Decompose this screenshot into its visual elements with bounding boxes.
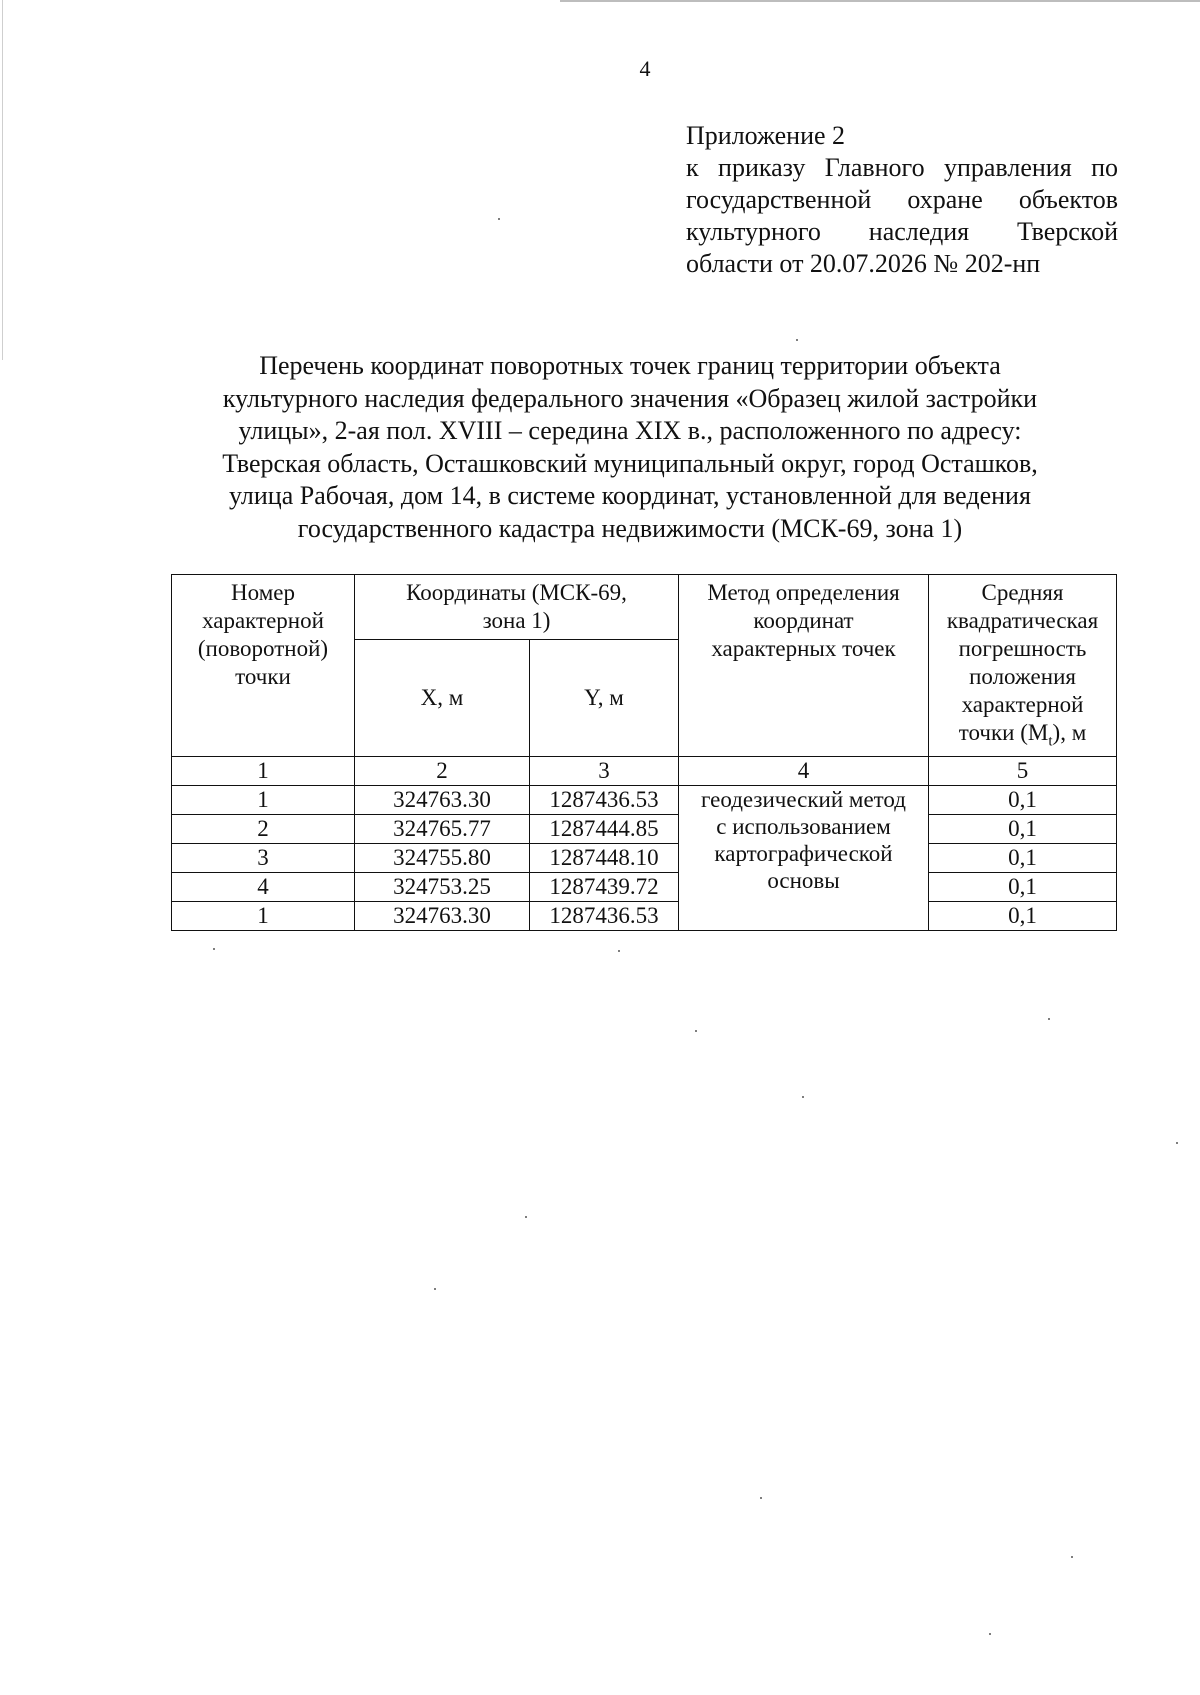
scan-speck (760, 1497, 762, 1499)
appendix-line: области от 20.07.2026 № 202-нп (686, 249, 1041, 278)
scan-speck (525, 1216, 527, 1218)
column-number: 1 (172, 756, 355, 785)
document-title (160, 350, 1100, 545)
scan-speck (1071, 1556, 1073, 1558)
header-error (929, 575, 1117, 757)
title-line: Перечень координат поворотных точек границ территории объекта (259, 351, 1001, 380)
coordinates-table (171, 574, 1117, 931)
title-line: улицы», 2-ая пол. XVIII – середина XIX в., расположенного по адресу: (238, 416, 1022, 445)
page-number: 4 (639, 56, 651, 81)
header-error-subscript: t (1048, 733, 1053, 750)
header-error-text: Средняя квадратическая погрешность положения характерной точки (M (946, 580, 1099, 745)
point-number-cell: 1 (172, 901, 355, 930)
table-row (172, 785, 1117, 814)
error-cell: 0,1 (929, 872, 1117, 901)
x-cell: 324763.30 (355, 901, 530, 930)
scan-speck (802, 1096, 804, 1098)
method-line: основы (767, 867, 840, 893)
method-line: картографической (714, 840, 893, 866)
header-x: X, м (355, 640, 530, 756)
column-number: 2 (355, 756, 530, 785)
method-cell (679, 785, 929, 930)
y-cell: 1287448.10 (530, 843, 679, 872)
y-cell: 1287436.53 (530, 785, 679, 814)
x-cell: 324755.80 (355, 843, 530, 872)
scan-speck (1048, 1018, 1050, 1020)
header-method: Метод определения координат характерных точек (679, 575, 929, 757)
appendix-line: к приказу Главного управления по (686, 153, 1118, 182)
header-point-number: Номер характерной (поворотной) точки (172, 575, 355, 757)
header-coordinates: Координаты (МСК-69, зона 1) (355, 575, 679, 640)
scan-speck (796, 339, 798, 341)
scan-speck (434, 1288, 436, 1290)
y-cell: 1287436.53 (530, 901, 679, 930)
scan-speck (618, 950, 620, 952)
scan-edge-left (2, 0, 3, 360)
error-cell: 0,1 (929, 814, 1117, 843)
scan-edge-top (560, 0, 1200, 2)
x-cell: 324753.25 (355, 872, 530, 901)
point-number-cell: 2 (172, 814, 355, 843)
appendix-header (686, 120, 1118, 280)
table-row (172, 872, 1117, 901)
table-row (172, 901, 1117, 930)
scan-speck (213, 948, 215, 950)
method-line: с использованием (716, 813, 891, 839)
title-line: культурного наследия федерального значения «Образец жилой застройки (222, 383, 1038, 413)
x-cell: 324765.77 (355, 814, 530, 843)
x-cell: 324763.30 (355, 785, 530, 814)
column-number: 4 (679, 756, 929, 785)
header-error-unit: ), м (1052, 720, 1087, 745)
scan-speck (695, 1030, 697, 1032)
error-cell: 0,1 (929, 901, 1117, 930)
column-number-row (172, 756, 1117, 785)
scan-speck (989, 1633, 991, 1635)
table-row (172, 814, 1117, 843)
point-number-cell: 1 (172, 785, 355, 814)
appendix-line: культурного наследия Тверской (686, 217, 1118, 246)
error-cell: 0,1 (929, 785, 1117, 814)
title-line: государственного кадастра недвижимости (МСК-69, зона 1) (297, 513, 963, 543)
point-number-cell: 3 (172, 843, 355, 872)
error-cell: 0,1 (929, 843, 1117, 872)
y-cell: 1287439.72 (530, 872, 679, 901)
scan-speck (1176, 1142, 1178, 1144)
method-line: геодезический метод (701, 786, 906, 812)
appendix-line: Приложение 2 (686, 121, 846, 150)
y-cell: 1287444.85 (530, 814, 679, 843)
column-number: 5 (929, 756, 1117, 785)
appendix-line: государственной охране объектов (686, 185, 1118, 214)
title-line: Тверская область, Осташковский муниципальный округ, город Осташков, (222, 448, 1038, 478)
title-line: улица Рабочая, дом 14, в системе координат, установленной для ведения (229, 481, 1031, 510)
point-number-cell: 4 (172, 872, 355, 901)
scan-speck (498, 218, 500, 220)
header-y: Y, м (530, 640, 679, 756)
column-number: 3 (530, 756, 679, 785)
table-row (172, 843, 1117, 872)
